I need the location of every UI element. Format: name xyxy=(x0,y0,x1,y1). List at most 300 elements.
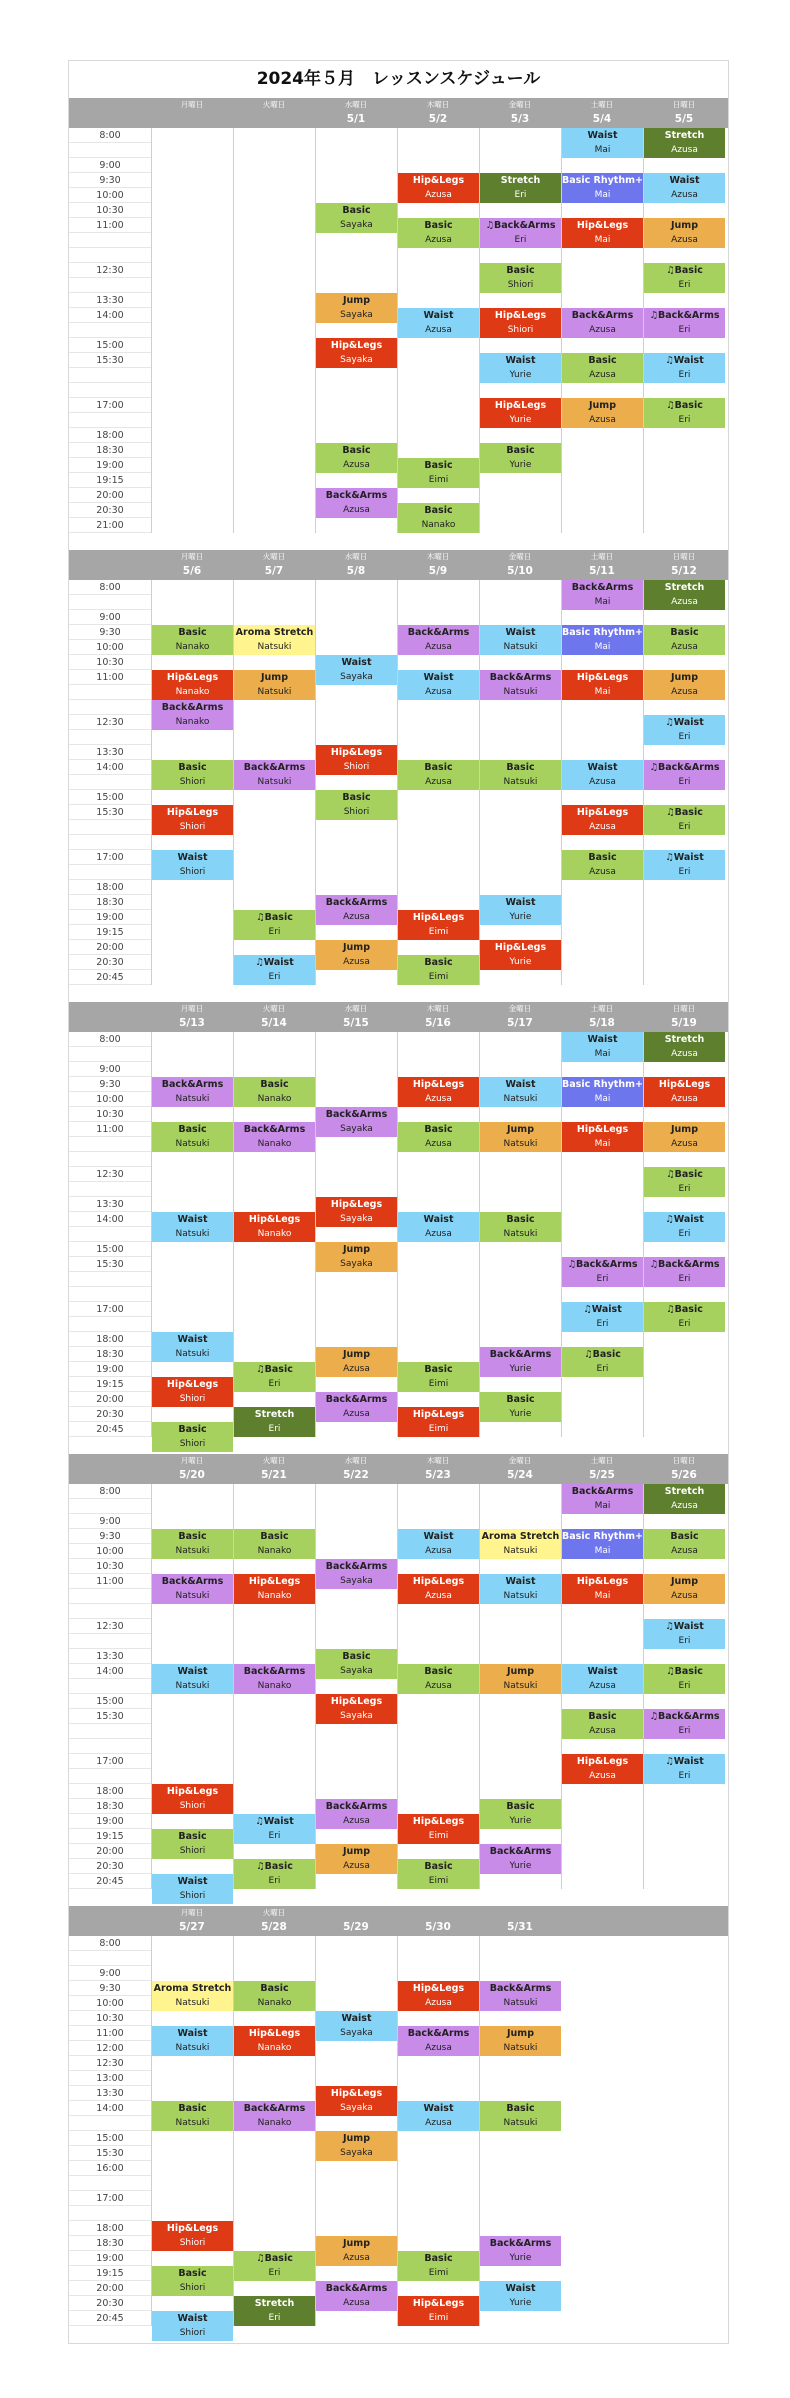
lesson-block[interactable] xyxy=(398,1077,479,1107)
day-name: 水曜日 xyxy=(344,100,368,109)
lesson-block[interactable] xyxy=(644,715,725,745)
lesson-block[interactable] xyxy=(152,1664,233,1694)
lesson-name: Basic xyxy=(588,355,617,366)
lesson-name: Basic Rhythm+ xyxy=(562,627,643,638)
lesson-block[interactable] xyxy=(398,760,479,790)
lesson-block[interactable] xyxy=(234,910,315,940)
lesson-block[interactable] xyxy=(480,895,561,925)
lesson-block[interactable] xyxy=(644,1664,725,1694)
lesson-block[interactable] xyxy=(562,580,643,610)
lesson-block[interactable] xyxy=(562,1077,643,1107)
lesson-block[interactable] xyxy=(234,1122,315,1152)
time-label: 14:00 xyxy=(69,308,151,323)
lesson-block[interactable] xyxy=(480,353,561,383)
lesson-name: ♫Back&Arms xyxy=(649,1711,720,1722)
instructor-name: Mai xyxy=(594,235,611,245)
lesson-block[interactable] xyxy=(398,670,479,700)
time-label xyxy=(69,1604,151,1619)
instructor-name: Azusa xyxy=(425,1681,452,1691)
lesson-block[interactable] xyxy=(562,1754,643,1784)
instructor-name: Azusa xyxy=(589,867,616,877)
lesson-block[interactable] xyxy=(562,308,643,338)
instructor-name: Eri xyxy=(268,2268,281,2278)
lesson-block[interactable] xyxy=(480,1981,561,2011)
lesson-block[interactable] xyxy=(644,805,725,835)
day-header xyxy=(397,1002,479,1032)
lesson-block[interactable] xyxy=(480,1664,561,1694)
instructor-name: Azusa xyxy=(425,642,452,652)
day-header xyxy=(397,550,479,580)
lesson-block[interactable] xyxy=(480,670,561,700)
lesson-block[interactable] xyxy=(398,1814,479,1844)
lesson-block[interactable] xyxy=(644,1574,725,1604)
lesson-block[interactable] xyxy=(644,1302,725,1332)
time-label xyxy=(69,1272,151,1287)
lesson-name: Waist xyxy=(423,310,454,321)
lesson-name: Aroma Stretch xyxy=(481,1531,560,1542)
time-label: 15:00 xyxy=(69,790,151,805)
lesson-block[interactable] xyxy=(234,1859,315,1889)
day-header xyxy=(561,1906,643,1936)
lesson-block[interactable] xyxy=(644,625,725,655)
lesson-name: Back&Arms xyxy=(243,1124,306,1135)
lesson-block[interactable] xyxy=(480,443,561,473)
lesson-block[interactable] xyxy=(234,2101,315,2131)
instructor-name: Eri xyxy=(596,1274,609,1284)
lesson-block[interactable] xyxy=(398,1981,479,2011)
lesson-block[interactable] xyxy=(644,308,725,338)
lesson-block[interactable] xyxy=(644,1709,725,1739)
lesson-block[interactable] xyxy=(152,670,233,700)
lesson-name: Hip&Legs xyxy=(166,672,219,683)
time-label xyxy=(69,1182,151,1197)
lesson-block[interactable] xyxy=(480,218,561,248)
time-label: 17:00 xyxy=(69,1302,151,1317)
time-label xyxy=(69,233,151,248)
lesson-name: ♫Basic xyxy=(666,400,703,411)
time-label: 15:30 xyxy=(69,353,151,368)
day-header xyxy=(233,1454,315,1484)
instructor-name: Azusa xyxy=(589,325,616,335)
instructor-name: Eimi xyxy=(428,2268,449,2278)
lesson-block[interactable] xyxy=(234,670,315,700)
lesson-name: Basic xyxy=(342,792,371,803)
lesson-name: Back&Arms xyxy=(161,1079,224,1090)
instructor-name: Eri xyxy=(678,1726,691,1736)
lesson-block[interactable] xyxy=(644,670,725,700)
lesson-block[interactable] xyxy=(562,1664,643,1694)
lesson-block[interactable] xyxy=(480,940,561,970)
lesson-block[interactable] xyxy=(316,2086,397,2116)
lesson-block[interactable] xyxy=(152,2026,233,2056)
lesson-block[interactable] xyxy=(398,458,479,488)
lesson-block[interactable] xyxy=(562,173,643,203)
instructor-name: Nanako xyxy=(257,1681,292,1691)
lesson-block[interactable] xyxy=(562,1032,643,1062)
lesson-name: Hip&Legs xyxy=(412,1983,465,1994)
time-label xyxy=(69,685,151,700)
lesson-block[interactable] xyxy=(562,1484,643,1514)
time-label: 15:30 xyxy=(69,805,151,820)
lesson-block[interactable] xyxy=(152,1077,233,1107)
lesson-block[interactable] xyxy=(316,2011,397,2041)
day-header xyxy=(643,1002,725,1032)
lesson-block[interactable] xyxy=(562,625,643,655)
lesson-name: Back&Arms xyxy=(489,2238,552,2249)
lesson-block[interactable] xyxy=(152,760,233,790)
lesson-block[interactable] xyxy=(316,1392,397,1422)
instructor-name: Shiori xyxy=(179,1846,206,1856)
instructor-name: Eimi xyxy=(428,927,449,937)
lesson-block[interactable] xyxy=(316,2131,397,2161)
lesson-block[interactable] xyxy=(398,910,479,940)
time-label: 18:30 xyxy=(69,443,151,458)
lesson-name: Waist xyxy=(177,852,208,863)
lesson-block[interactable] xyxy=(562,1574,643,1604)
instructor-name: Sayaka xyxy=(340,1124,373,1134)
time-label: 18:00 xyxy=(69,2221,151,2236)
lesson-block[interactable] xyxy=(398,2101,479,2131)
instructor-name: Eri xyxy=(678,1229,691,1239)
instructor-name: Shiori xyxy=(179,1801,206,1811)
lesson-block[interactable] xyxy=(316,1799,397,1829)
day-name: 日曜日 xyxy=(672,100,696,109)
instructor-name: Eri xyxy=(678,867,691,877)
lesson-block[interactable] xyxy=(234,2296,315,2326)
time-label xyxy=(69,2116,151,2131)
lesson-block[interactable] xyxy=(398,625,479,655)
lesson-block[interactable] xyxy=(562,128,643,158)
time-label: 20:45 xyxy=(69,2311,151,2326)
lesson-block[interactable] xyxy=(398,1664,479,1694)
day-date: 5/15 xyxy=(343,1017,369,1029)
lesson-block[interactable] xyxy=(316,2236,397,2266)
lesson-block[interactable] xyxy=(316,1197,397,1227)
instructor-name: Nanako xyxy=(175,687,210,697)
lesson-block[interactable] xyxy=(644,1212,725,1242)
time-label: 19:15 xyxy=(69,1377,151,1392)
lesson-block[interactable] xyxy=(234,1574,315,1604)
day-date: 5/25 xyxy=(589,1469,615,1481)
instructor-name: Eri xyxy=(678,325,691,335)
lesson-block[interactable] xyxy=(152,1829,233,1859)
lesson-block[interactable] xyxy=(480,1077,561,1107)
lesson-name: Jump xyxy=(507,2028,534,2039)
day-header xyxy=(643,98,725,128)
instructor-name: Eri xyxy=(596,1319,609,1329)
day-date: 5/19 xyxy=(671,1017,697,1029)
lesson-block[interactable] xyxy=(644,1077,725,1107)
lesson-block[interactable] xyxy=(480,1122,561,1152)
lesson-block[interactable] xyxy=(644,398,725,428)
lesson-block[interactable] xyxy=(234,1664,315,1694)
lesson-block[interactable] xyxy=(398,1859,479,1889)
lesson-block[interactable] xyxy=(152,2266,233,2296)
lesson-block[interactable] xyxy=(152,2311,233,2341)
lesson-block[interactable] xyxy=(644,1484,725,1514)
lesson-block[interactable] xyxy=(316,293,397,323)
instructor-name: Azusa xyxy=(671,1546,698,1556)
lesson-name: Aroma Stretch xyxy=(235,627,314,638)
lesson-block[interactable] xyxy=(234,1407,315,1437)
time-label: 10:00 xyxy=(69,1092,151,1107)
instructor-name: Eimi xyxy=(428,475,449,485)
lesson-block[interactable] xyxy=(316,1559,397,1589)
week-header xyxy=(69,1454,728,1484)
lesson-block[interactable] xyxy=(152,1874,233,1904)
lesson-block[interactable] xyxy=(644,1619,725,1649)
lesson-block[interactable] xyxy=(398,1529,479,1559)
instructor-name: Natsuki xyxy=(503,642,538,652)
lesson-name: Basic xyxy=(424,220,453,231)
lesson-block[interactable] xyxy=(398,1122,479,1152)
lesson-block[interactable] xyxy=(152,850,233,880)
lesson-block[interactable] xyxy=(644,353,725,383)
lesson-block[interactable] xyxy=(644,218,725,248)
lesson-name: Hip&Legs xyxy=(494,942,547,953)
lesson-name: Back&Arms xyxy=(407,627,470,638)
lesson-block[interactable] xyxy=(480,2236,561,2266)
lesson-name: Basic xyxy=(424,762,453,773)
lesson-block[interactable] xyxy=(562,1122,643,1152)
lesson-block[interactable] xyxy=(398,2296,479,2326)
lesson-block[interactable] xyxy=(234,955,315,985)
instructor-name: Mai xyxy=(594,1501,611,1511)
time-label: 20:30 xyxy=(69,1859,151,1874)
lesson-block[interactable] xyxy=(234,2251,315,2281)
instructor-name: Azusa xyxy=(425,1998,452,2008)
lesson-name: Hip&Legs xyxy=(330,2088,383,2099)
lesson-name: Basic xyxy=(588,1711,617,1722)
lesson-block[interactable] xyxy=(152,1122,233,1152)
lesson-block[interactable] xyxy=(644,1167,725,1197)
lesson-block[interactable] xyxy=(398,308,479,338)
lesson-block[interactable] xyxy=(644,263,725,293)
instructor-name: Eri xyxy=(678,1274,691,1284)
instructor-name: Shiori xyxy=(179,2283,206,2293)
lesson-block[interactable] xyxy=(562,353,643,383)
lesson-block[interactable] xyxy=(644,173,725,203)
time-label: 13:30 xyxy=(69,293,151,308)
lesson-block[interactable] xyxy=(234,2026,315,2056)
lesson-block[interactable] xyxy=(152,1212,233,1242)
time-label: 9:30 xyxy=(69,625,151,640)
lesson-name: Basic xyxy=(506,265,535,276)
lesson-name: Stretch xyxy=(500,175,541,186)
instructor-name: Mai xyxy=(594,1094,611,1104)
time-label xyxy=(69,1634,151,1649)
lesson-name: Jump xyxy=(343,2133,370,2144)
lesson-block[interactable] xyxy=(316,203,397,233)
lesson-block[interactable] xyxy=(234,760,315,790)
lesson-block[interactable] xyxy=(316,655,397,685)
day-name: 日曜日 xyxy=(672,1456,696,1465)
lesson-block[interactable] xyxy=(316,895,397,925)
lesson-block[interactable] xyxy=(316,1107,397,1137)
day-header xyxy=(479,1454,561,1484)
lesson-block[interactable] xyxy=(316,2281,397,2311)
instructor-name: Eri xyxy=(268,1379,281,1389)
schedule-sheet xyxy=(68,60,729,2344)
instructor-name: Natsuki xyxy=(175,2118,210,2128)
lesson-block[interactable] xyxy=(480,2101,561,2131)
lesson-block[interactable] xyxy=(398,1574,479,1604)
lesson-block[interactable] xyxy=(234,1077,315,1107)
lesson-name: Hip&Legs xyxy=(166,2223,219,2234)
lesson-name: Back&Arms xyxy=(243,2103,306,2114)
lesson-block[interactable] xyxy=(480,1347,561,1377)
day-date: 5/1 xyxy=(346,113,366,125)
lesson-block[interactable] xyxy=(480,2281,561,2311)
lesson-block[interactable] xyxy=(562,1709,643,1739)
time-label: 18:30 xyxy=(69,895,151,910)
time-label: 8:00 xyxy=(69,128,151,143)
lesson-block[interactable] xyxy=(234,1362,315,1392)
instructor-name: Yurie xyxy=(509,460,532,470)
lesson-block[interactable] xyxy=(480,173,561,203)
lesson-block[interactable] xyxy=(480,1574,561,1604)
lesson-block[interactable] xyxy=(644,760,725,790)
lesson-block[interactable] xyxy=(152,1784,233,1814)
lesson-block[interactable] xyxy=(562,218,643,248)
lesson-block[interactable] xyxy=(562,1529,643,1559)
lesson-block[interactable] xyxy=(398,2251,479,2281)
lesson-block[interactable] xyxy=(234,625,315,655)
lesson-block[interactable] xyxy=(152,1529,233,1559)
lesson-block[interactable] xyxy=(644,1529,725,1559)
lesson-name: Waist xyxy=(587,1666,618,1677)
instructor-name: Eri xyxy=(268,927,281,937)
lesson-name: Basic xyxy=(424,2253,453,2264)
lesson-block[interactable] xyxy=(316,488,397,518)
instructor-name: Eri xyxy=(678,370,691,380)
instructor-name: Natsuki xyxy=(175,1094,210,1104)
day-header xyxy=(315,1002,397,1032)
day-date: 5/18 xyxy=(589,1017,615,1029)
lesson-block[interactable] xyxy=(398,1407,479,1437)
lesson-block[interactable] xyxy=(644,1257,725,1287)
lesson-block[interactable] xyxy=(398,503,479,533)
lesson-name: Hip&Legs xyxy=(576,220,629,231)
lesson-block[interactable] xyxy=(644,1032,725,1062)
time-label: 20:45 xyxy=(69,1874,151,1889)
lesson-block[interactable] xyxy=(480,263,561,293)
lesson-block[interactable] xyxy=(152,700,233,730)
lesson-name: Basic xyxy=(424,1124,453,1135)
lesson-block[interactable] xyxy=(562,1347,643,1377)
lesson-block[interactable] xyxy=(480,398,561,428)
lesson-block[interactable] xyxy=(316,443,397,473)
instructor-name: Eri xyxy=(678,1681,691,1691)
lesson-block[interactable] xyxy=(480,625,561,655)
lesson-block[interactable] xyxy=(480,1212,561,1242)
lesson-block[interactable] xyxy=(234,1212,315,1242)
lesson-block[interactable] xyxy=(152,1574,233,1604)
lesson-block[interactable] xyxy=(316,1844,397,1874)
lesson-name: Basic xyxy=(342,205,371,216)
lesson-name: Basic xyxy=(178,2103,207,2114)
lesson-block[interactable] xyxy=(398,955,479,985)
lesson-block[interactable] xyxy=(398,1212,479,1242)
lesson-block[interactable] xyxy=(644,1754,725,1784)
instructor-name: Azusa xyxy=(343,1409,370,1419)
lesson-block[interactable] xyxy=(316,338,397,368)
lesson-block[interactable] xyxy=(562,1302,643,1332)
lesson-block[interactable] xyxy=(480,2026,561,2056)
instructor-name: Eri xyxy=(678,777,691,787)
lesson-block[interactable] xyxy=(152,625,233,655)
lesson-block[interactable] xyxy=(398,2026,479,2056)
lesson-block[interactable] xyxy=(480,760,561,790)
time-label: 12:30 xyxy=(69,715,151,730)
instructor-name: Natsuki xyxy=(503,1139,538,1149)
instructor-name: Azusa xyxy=(343,1816,370,1826)
lesson-name: Back&Arms xyxy=(489,672,552,683)
lesson-block[interactable] xyxy=(152,1332,233,1362)
lesson-block[interactable] xyxy=(316,745,397,775)
time-label xyxy=(69,835,151,850)
lesson-block[interactable] xyxy=(152,1981,233,2011)
lesson-block[interactable] xyxy=(562,398,643,428)
lesson-block[interactable] xyxy=(480,1844,561,1874)
instructor-name: Shiori xyxy=(179,2238,206,2248)
lesson-block[interactable] xyxy=(644,128,725,158)
lesson-block[interactable] xyxy=(316,790,397,820)
day-date: 5/12 xyxy=(671,565,697,577)
lesson-name: Back&Arms xyxy=(243,1666,306,1677)
lesson-block[interactable] xyxy=(316,940,397,970)
lesson-block[interactable] xyxy=(398,1362,479,1392)
lesson-block[interactable] xyxy=(234,1981,315,2011)
lesson-block[interactable] xyxy=(316,1649,397,1679)
lesson-block[interactable] xyxy=(316,1242,397,1272)
lesson-block[interactable] xyxy=(644,850,725,880)
lesson-name: Basic Rhythm+ xyxy=(562,1079,643,1090)
lesson-block[interactable] xyxy=(480,1392,561,1422)
lesson-block[interactable] xyxy=(562,850,643,880)
lesson-block[interactable] xyxy=(152,805,233,835)
lesson-block[interactable] xyxy=(234,1814,315,1844)
lesson-block[interactable] xyxy=(234,1529,315,1559)
lesson-block[interactable] xyxy=(316,1694,397,1724)
lesson-block[interactable] xyxy=(562,760,643,790)
lesson-block[interactable] xyxy=(152,1377,233,1407)
lesson-block[interactable] xyxy=(152,1422,233,1452)
instructor-name: Sayaka xyxy=(340,1259,373,1269)
lesson-name: Hip&Legs xyxy=(330,1199,383,1210)
lesson-name: Hip&Legs xyxy=(330,1696,383,1707)
lesson-block[interactable] xyxy=(480,308,561,338)
lesson-block[interactable] xyxy=(316,1347,397,1377)
instructor-name: Yurie xyxy=(509,2298,532,2308)
day-name: 土曜日 xyxy=(590,100,614,109)
lesson-block[interactable] xyxy=(480,1529,561,1559)
lesson-name: Jump xyxy=(343,1846,370,1857)
lesson-block[interactable] xyxy=(562,805,643,835)
lesson-block[interactable] xyxy=(562,670,643,700)
lesson-block[interactable] xyxy=(152,2101,233,2131)
lesson-block[interactable] xyxy=(480,1799,561,1829)
time-label: 10:00 xyxy=(69,1996,151,2011)
lesson-block[interactable] xyxy=(644,580,725,610)
lesson-name: Basic xyxy=(178,1124,207,1135)
lesson-block[interactable] xyxy=(398,218,479,248)
lesson-block[interactable] xyxy=(152,2221,233,2251)
lesson-block[interactable] xyxy=(562,1257,643,1287)
lesson-block[interactable] xyxy=(644,1122,725,1152)
time-label: 15:00 xyxy=(69,1694,151,1709)
lesson-block[interactable] xyxy=(398,173,479,203)
